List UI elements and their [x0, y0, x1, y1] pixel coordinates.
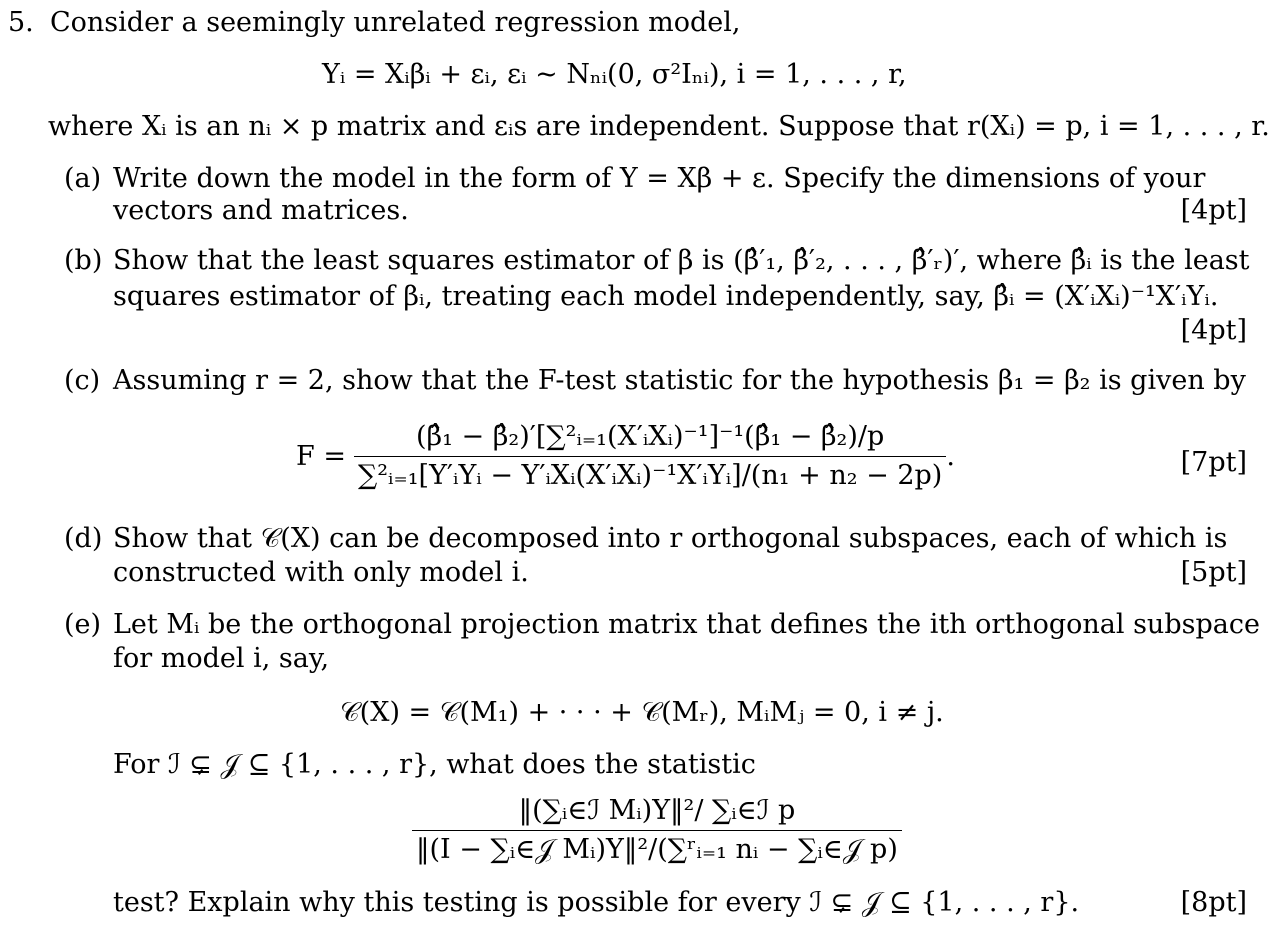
part-b-points: [4pt]: [1180, 315, 1247, 346]
f-denominator: ∑²ᵢ₌₁[Y′ᵢYᵢ − Y′ᵢXᵢ(X′ᵢXᵢ)⁻¹X′ᵢYᵢ]/(n₁ + n₂ − 2p): [357, 460, 943, 491]
part-a-label: (a): [64, 163, 102, 194]
part-b-line1: Show that the least squares estimator of β is (β̂′₁, β̂′₂, . . . , β̂′ᵣ)′, where β̂ᵢ is the least: [113, 245, 1250, 276]
f-statistic-equation: [296, 420, 955, 493]
f-numerator: (β̂₁ − β̂₂)′[∑²ᵢ₌₁(X′ᵢXᵢ)⁻¹]⁻¹(β̂₁ − β̂₂)/p: [354, 420, 946, 457]
decomposition-equation: 𝒞(X) = 𝒞(M₁) + · · · + 𝒞(Mᵣ), MᵢMⱼ = 0, i ≠ j.: [340, 697, 944, 728]
part-c-label: (c): [64, 365, 101, 396]
model-equation: Yᵢ = Xᵢβᵢ + εᵢ, εᵢ ~ Nₙᵢ(0, σ²Iₙᵢ), i = 1, . . . , r,: [322, 59, 907, 90]
problem-intro: Consider a seemingly unrelated regression model,: [50, 7, 741, 38]
part-e-test-line: test? Explain why this testing is possible for every ℐ ⊊ 𝒥 ⊆ {1, . . . , r}.: [113, 887, 1080, 918]
f-fraction: [354, 420, 946, 493]
part-d-line2: constructed with only model i.: [113, 557, 529, 588]
statistic-denominator: ‖(I − ∑ᵢ∈𝒥 Mᵢ)Y‖²/(∑ʳᵢ₌₁ nᵢ − ∑ᵢ∈𝒥 p): [416, 834, 898, 865]
part-c-points: [7pt]: [1180, 447, 1247, 478]
part-e-line1: Let Mᵢ be the orthogonal projection matrix that defines the ith orthogonal subspace: [113, 609, 1260, 640]
part-d-line1: Show that 𝒞(X) can be decomposed into r orthogonal subspaces, each of which is: [113, 523, 1228, 554]
statistic-fraction: [412, 794, 902, 867]
statistic-numerator: ‖(∑ᵢ∈ℐ Mᵢ)Y‖²/ ∑ᵢ∈ℐ p: [412, 794, 902, 831]
part-e-line2: for model i, say,: [113, 643, 330, 674]
f-lhs: F =: [296, 440, 346, 472]
statistic-expression: [412, 794, 902, 867]
part-a-points: [4pt]: [1180, 195, 1247, 226]
part-c-line1: Assuming r = 2, show that the F-test statistic for the hypothesis β₁ = β₂ is given by: [113, 365, 1246, 396]
part-e-for-line: For ℐ ⊊ 𝒥 ⊆ {1, . . . , r}, what does the statistic: [113, 749, 756, 780]
where-line: where Xᵢ is an nᵢ × p matrix and εᵢs are independent. Suppose that r(Xᵢ) = p, i = 1, . . . , r.: [48, 111, 1270, 142]
part-e-label: (e): [64, 609, 102, 640]
f-trailing-period: .: [946, 440, 955, 472]
part-b-line2: squares estimator of βᵢ, treating each model independently, say, β̂ᵢ = (X′ᵢXᵢ)⁻¹X′ᵢYᵢ.: [113, 281, 1219, 312]
part-d-label: (d): [64, 523, 103, 554]
problem-number: 5.: [8, 7, 34, 38]
part-b-label: (b): [64, 245, 103, 276]
part-e-points: [8pt]: [1180, 887, 1247, 918]
part-a-line2: vectors and matrices.: [113, 195, 409, 226]
part-d-points: [5pt]: [1180, 557, 1247, 588]
part-a-line1: Write down the model in the form of Y = Xβ + ε. Specify the dimensions of your: [113, 163, 1206, 194]
